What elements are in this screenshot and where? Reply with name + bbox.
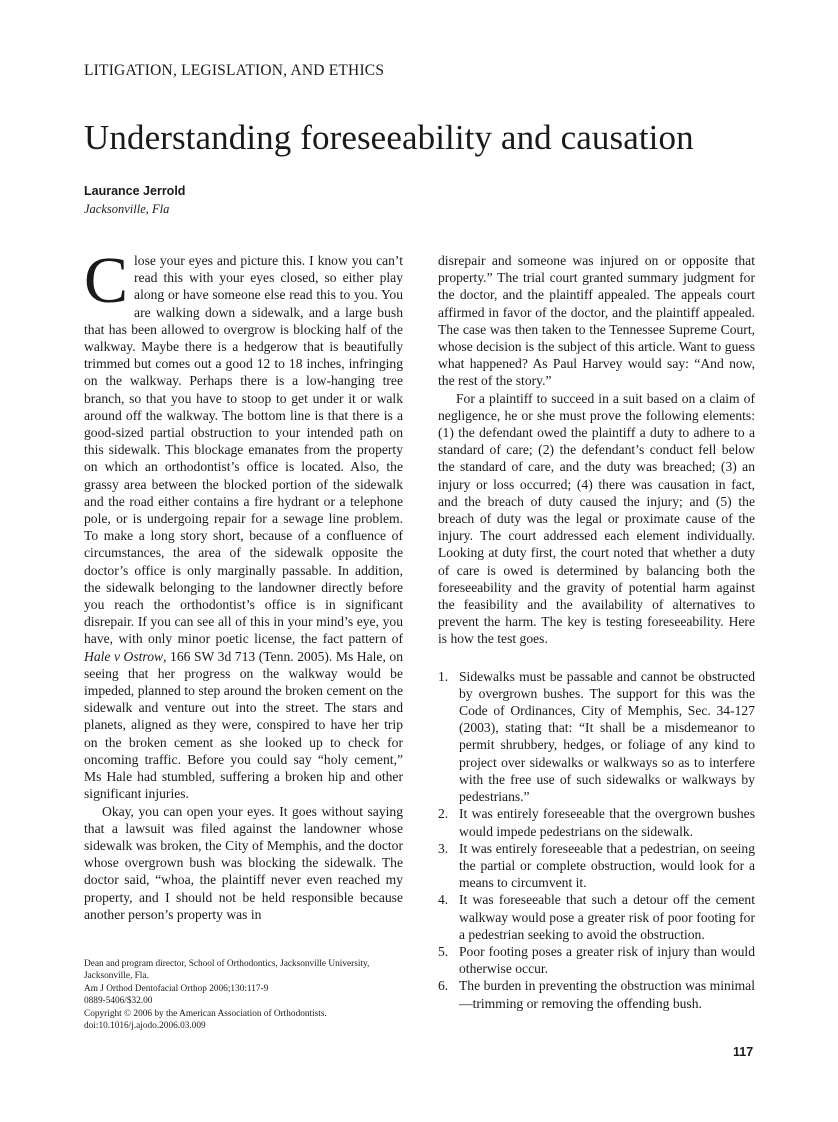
list-number: 6.: [438, 978, 449, 994]
list-item: [438, 891, 755, 943]
list-number: 2.: [438, 806, 449, 822]
intro-text: lose your eyes and picture this. I know you can’t read this with your eyes closed, so either play along or have someone else read this to you. You are walking down a sidewalk, and a large bush that has been allowed to overgrow is blocking half of the walkway. Maybe there is a hedgerow that is beautifully trimmed but comes out a good 12 to 18 inches, infringing on the walkway. Perhaps there is a low-hanging tree branch, so that you have to stoop to get under it or walk around off the walkway. The bottom line is that there is a good-sized partial obstruction to your intended path on this sidewalk. This blockage emanates from the property on which an orthodontist’s office is located. Also, the grassy area between the blocked portion of the sidewalk and the road either contains a fire hydrant or a telephone pole, or is undergoing repair for a sewage line problem. To make a long story short, because of a confluence of circumstances, the area of the sidewalk opposite the doctor’s office is only marginally passable. In addition, the sidewalk belonging to the landowner directly before you reach the orthodontist’s office is in significant disrepair. If you can see all of this in your mind’s eye, you have, with only minor poetic license, the fact pattern of: [84, 253, 403, 647]
list-text: It was entirely foreseeable that a pedestrian, on seeing the partial or complete obstruction, would look for a means to circumvent it.: [459, 840, 755, 891]
section-label: LITIGATION, LEGISLATION, AND ETHICS: [84, 62, 385, 79]
lawsuit-paragraph: Okay, you can open your eyes. It goes without saying that a lawsuit was filed against the landowner whose sidewalk was broken, the City of Memphis, and the doctor whose overgrown bush was blocking the sidewalk. The doctor said, “whoa, the plaintiff never even reached my property, and I should not be held responsible because another person’s property was in: [84, 803, 403, 922]
list-text: It was entirely foreseeable that the overgrown bushes would impede pedestrians on the sidewalk.: [459, 806, 755, 839]
footnote-affiliation: Dean and program director, School of Orthodontics, Jacksonville University,: [84, 959, 370, 969]
intro-paragraph: [84, 244, 403, 803]
list-text: The burden in preventing the obstruction was minimal—trimming or removing the offending bush.: [459, 978, 755, 1011]
list-number: 4.: [438, 892, 449, 908]
list-item: [438, 805, 755, 839]
drop-cap: C: [84, 244, 129, 317]
list-item: [438, 943, 755, 977]
author-affiliation: Jacksonville, Fla: [84, 202, 170, 216]
list-text: Poor footing poses a greater risk of injury than would otherwise occur.: [459, 943, 755, 977]
footnote-location: Jacksonville, Fla.: [84, 971, 149, 982]
footnote-issn: 0889-5406/$32.00: [84, 996, 153, 1007]
list-number: 5.: [438, 943, 449, 959]
list-text: Sidewalks must be passable and cannot be obstructed by overgrown bushes. The support for this was the Code of Ordinances, City of Memphis, Sec. 34-127 (2003), stating that: “It shall be a misdemeanor to permit shrubbery, hedges, or foliage of any kind to project over sidewalks or walkways so as to interfere with the free use of such sidewalks or walkways by pedestrians.”: [459, 668, 755, 805]
intro-text-continued: , 166 SW 3d 713 (Tenn. 2005). Ms Hale, on seeing that her progress on the walkway would be impeded, planned to step around the broken cement on the sidewalk and venture out into the street. The stars and planets, aligned as they were, conspired to have her trip on the broken cement as she looked up to check for oncoming traffic. Before you could say “holy cement,” Ms Hale had stumbled, suffering a broken hip and other significant injuries.: [84, 648, 403, 802]
left-column: [84, 244, 403, 923]
footnote-doi: doi:10.1016/j.ajodo.2006.03.009: [84, 1021, 206, 1032]
footnote: [84, 958, 414, 1032]
appeal-paragraph: disrepair and someone was injured on or opposite that property.” The trial court granted summary judgment for the doctor, and the plaintiff appealed. The appeals court affirmed in favor of the doctor, and the plaintiff appealed. The case was then taken to the Tennessee Supreme Court, whose decision is the subject of this article. Want to guess what happened? As Paul Harvey would say: “And now, the rest of the story.”: [438, 253, 755, 389]
article-title: Understanding foreseeability and causation: [84, 118, 694, 157]
author-name: Laurance Jerrold: [84, 184, 186, 198]
foreseeability-list: [438, 668, 755, 1012]
list-item: [438, 668, 755, 806]
footnote-journal: Am J Orthod Dentofacial Orthop 2006;130:117-9: [84, 983, 269, 994]
list-number: 3.: [438, 840, 449, 856]
list-item: [438, 840, 755, 892]
list-item: [438, 977, 755, 1011]
list-text: It was foreseeable that such a detour off the cement walkway would pose a greater risk of poor footing for a pedestrian seeking to avoid the obstruction.: [459, 892, 755, 942]
page-number: 117: [733, 1045, 754, 1059]
case-citation: Hale v Ostrow: [84, 648, 164, 664]
footnote-copyright: Copyright © 2006 by the American Association of Orthodontists.: [84, 1008, 327, 1019]
right-column: [438, 252, 755, 1012]
negligence-paragraph: For a plaintiff to succeed in a suit based on a claim of negligence, he or she must prove the following elements: (1) the defendant owed the plaintiff a duty to adhere to a standard of care; (2) the defendant’s conduct fell below the standard of care, and the duty was breached; (3) an injury or loss occurred; (4) there was causation in fact, and the breach of duty caused the injury; and (5) the breach of duty was the legal or proximate cause of the injury. The court addressed each element individually. Looking at duty first, the court noted that whether a duty of care is owed is determined by balancing both the foreseeability and the gravity of potential harm against the feasibility and the availability of alternatives to prevent the harm. The key is testing foreseeability. Here is how the test goes.: [438, 390, 755, 647]
list-number: 1.: [438, 668, 449, 684]
